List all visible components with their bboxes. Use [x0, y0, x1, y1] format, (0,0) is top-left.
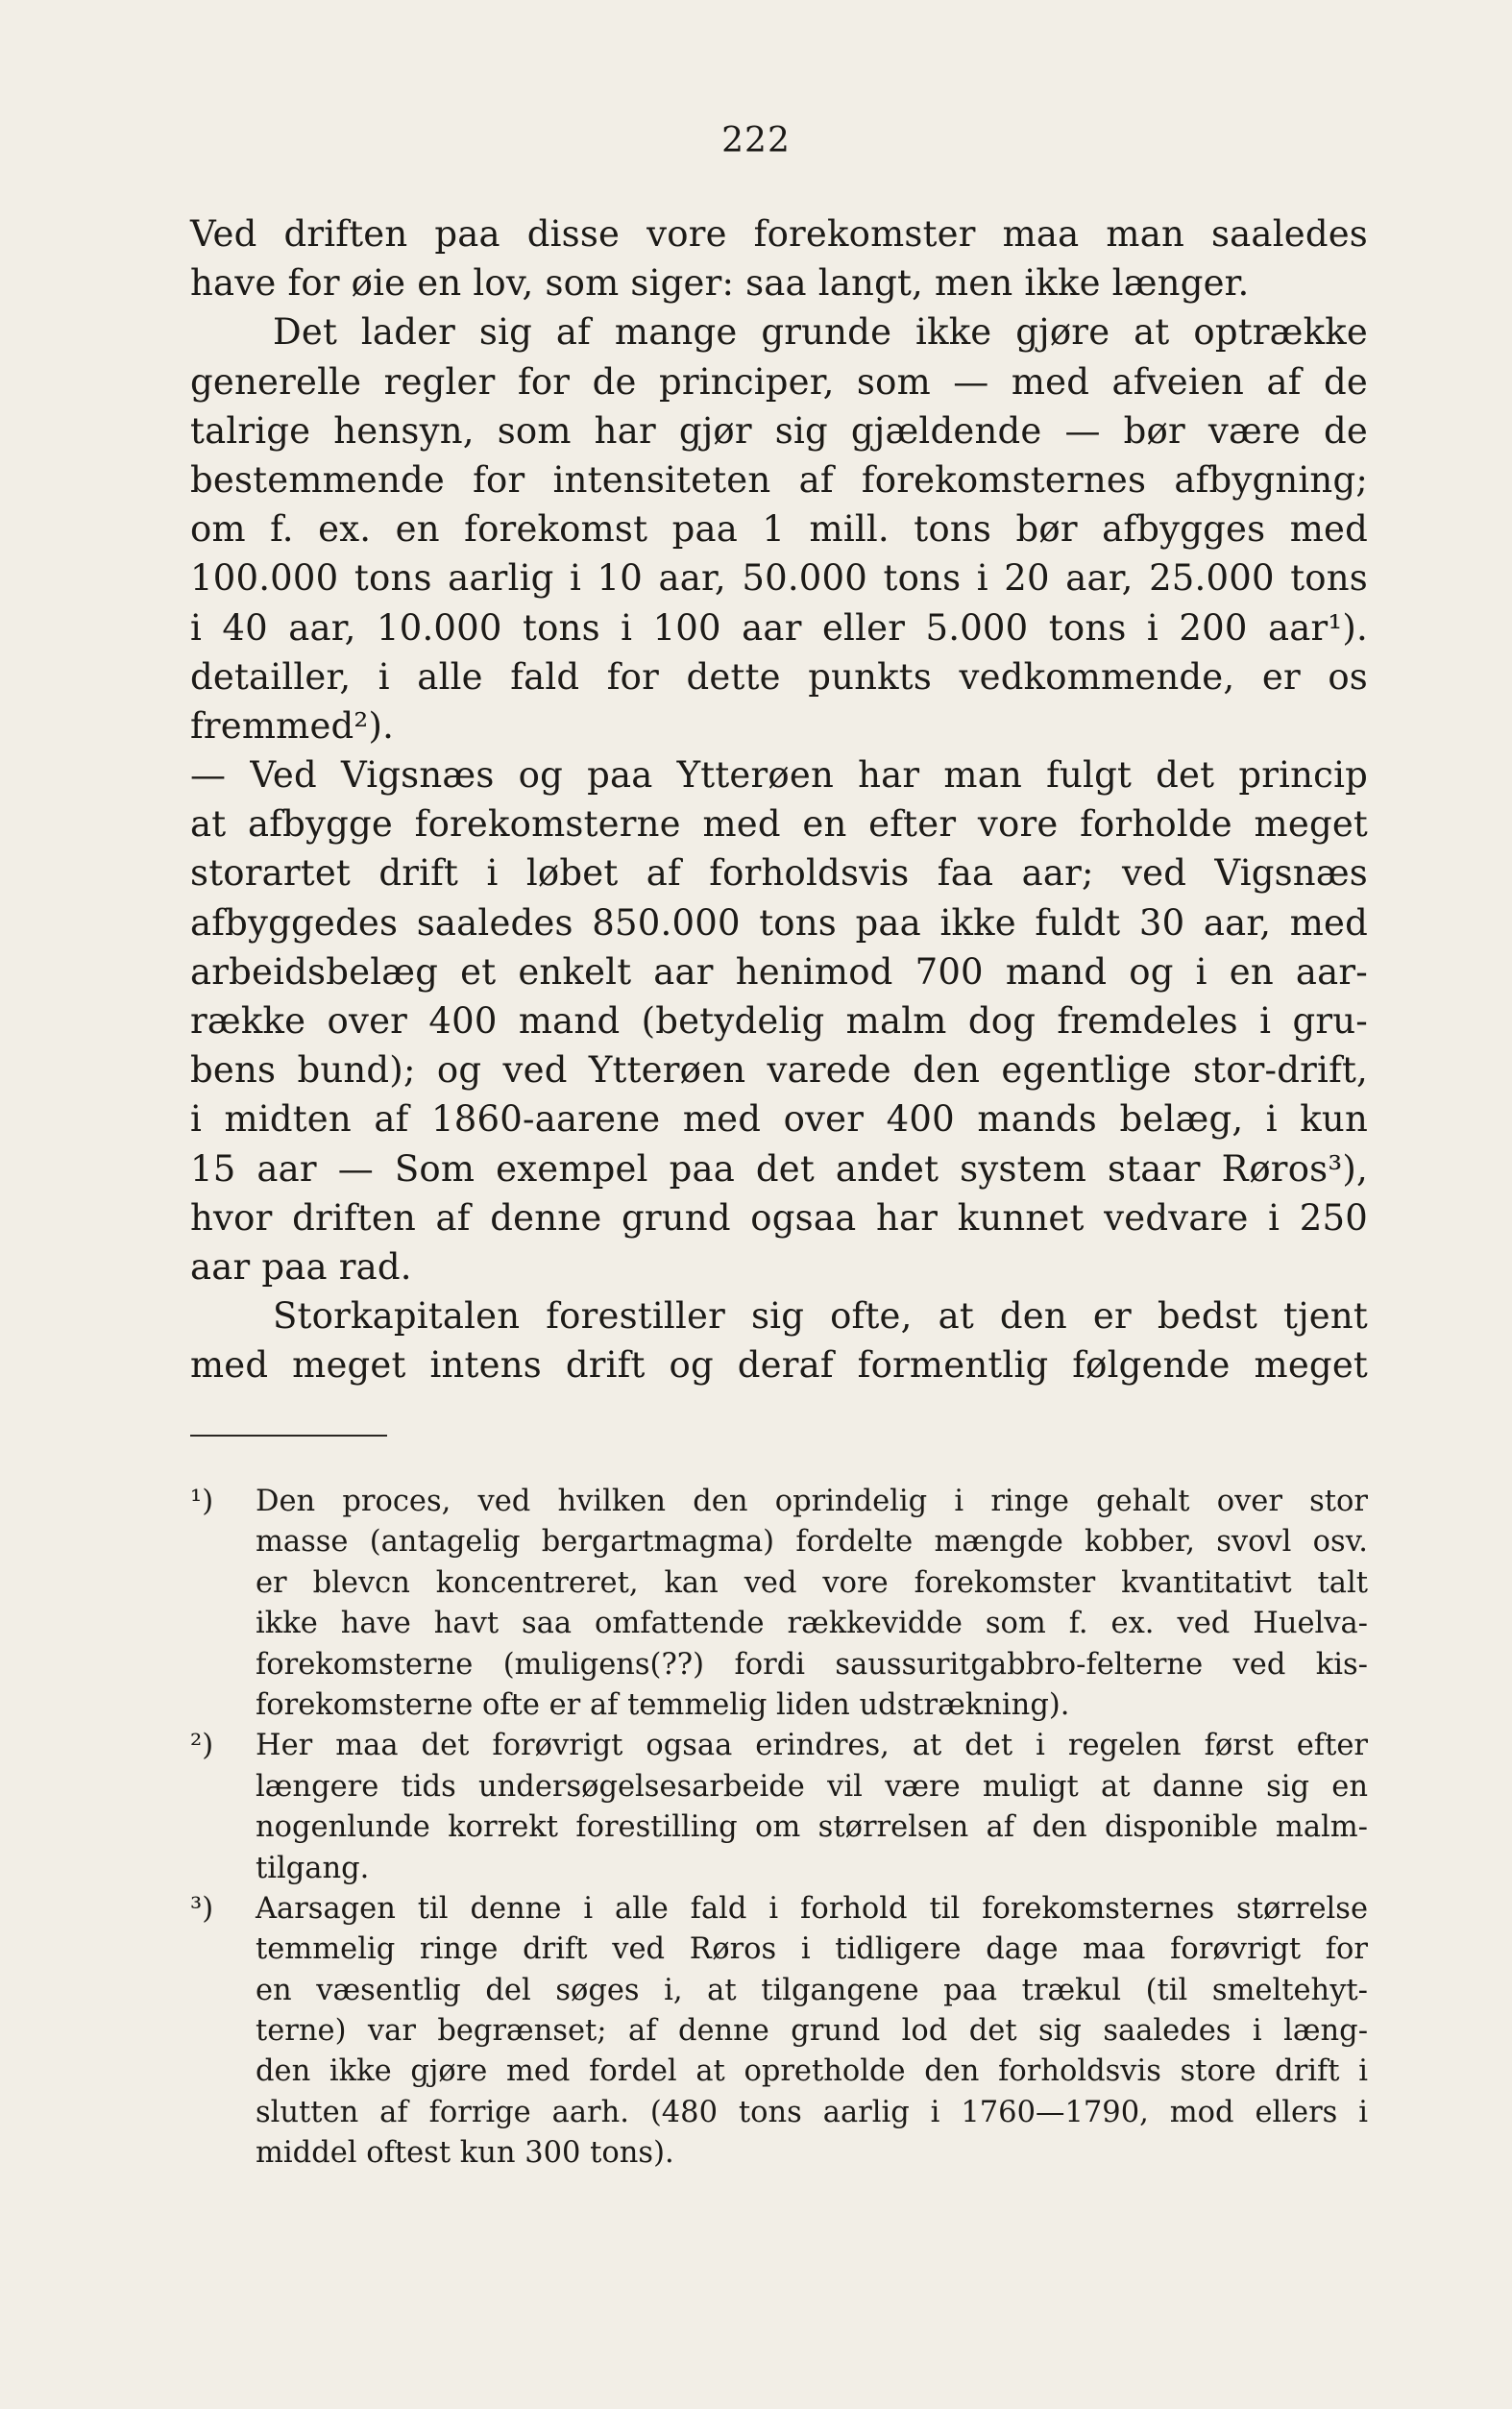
footnote-1-line: forekomsterne (muligens(??) fordi saussuritgabbro-felterne ved kis-	[256, 1647, 1368, 1682]
main-text	[190, 209, 1368, 1390]
text-line: i midten af 1860-aarene med over 400 mands belæg, i kun	[190, 1098, 1368, 1141]
text-line: fremmed²).	[190, 704, 395, 747]
text-line: have for øie en lov, som siger: saa langt, men ikke længer.	[190, 262, 1250, 305]
text-line: 15 aar — Som exempel paa det andet system staar Røros³),	[190, 1147, 1368, 1190]
footnote-text: Aarsagen til denne i alle fald i forhold til forekomsternes størrelse	[256, 1891, 1368, 1926]
text-line: storartet drift i løbet af forholdsvis faa aar; ved Vigsnæs	[190, 852, 1368, 895]
text-line: hvor driften af denne grund ogsaa har kunnet vedvare i 250	[190, 1196, 1368, 1239]
text-line: — Ved Vigsnæs og paa Ytterøen har man fulgt det princip	[190, 754, 1368, 797]
footnote-3-line: middel oftest kun 300 tons).	[256, 2136, 674, 2171]
page-number: 222	[721, 121, 791, 160]
footnote-3-line: slutten af forrige aarh. (480 tons aarlig i 1760—1790, mod ellers i	[256, 2095, 1368, 2129]
footnote-text: Her maa det forøvrigt ogsaa erindres, at det i regelen først efter	[256, 1729, 1368, 1763]
footnote-3-line: temmelig ringe drift ved Røros i tidligere dage maa forøvrigt for	[256, 1932, 1368, 1967]
text-line: Storkapitalen forestiller sig ofte, at den er bedst tjent	[273, 1295, 1368, 1338]
text-line: afbyggedes saaledes 850.000 tons paa ikke fuldt 30 aar, med	[190, 901, 1368, 944]
text-line: bestemmende for intensiteten af forekomsternes afbygning;	[190, 458, 1368, 501]
footnote-marker: ²)	[190, 1729, 214, 1763]
footnote-marker: ¹)	[190, 1485, 214, 1518]
text-line: med meget intens drift og deraf formentlig følgende meget	[190, 1344, 1368, 1387]
footnote-3-line: en væsentlig del søges i, at tilgangene paa trækul (til smeltehyt-	[256, 1973, 1368, 2007]
footnote-3-line: terne) var begrænset; af denne grund lod det sig saaledes i læng-	[256, 2014, 1368, 2049]
text-line: detailler, i alle fald for dette punkts vedkommende, er os	[190, 655, 1368, 698]
footnote-1-line: er blevcn koncentreret, kan ved vore forekomster kvantitativt talt	[256, 1565, 1368, 1600]
footnote-2-line	[190, 1726, 1368, 1766]
footnote-text: Den proces, ved hvilken den oprindelig i ringe gehalt over stor	[256, 1485, 1368, 1518]
text-line: i 40 aar, 10.000 tons i 100 aar eller 5.000 tons i 200 aar¹).	[190, 606, 1368, 649]
footnote-separator	[190, 1435, 387, 1437]
text-line: 100.000 tons aarlig i 10 aar, 50.000 tons i 20 aar, 25.000 tons	[190, 557, 1368, 600]
text-line: at afbygge forekomsterne med en efter vore forholde meget	[190, 803, 1368, 846]
text-line: talrige hensyn, som har gjør sig gjældende — bør være de	[190, 409, 1368, 452]
footnote-1-line: ikke have havt saa omfattende rækkevidde som f. ex. ved Huelva-	[256, 1607, 1368, 1641]
footnote-2-line: tilgang.	[256, 1851, 370, 1885]
footnote-2-line: længere tids undersøgelsesarbeide vil være muligt at danne sig en	[256, 1769, 1368, 1804]
footnote-3-line: den ikke gjøre med fordel at opretholde den forholdsvis store drift i	[256, 2054, 1368, 2089]
footnote-3-line	[190, 1889, 1368, 1930]
text-line: om f. ex. en forekomst paa 1 mill. tons bør afbygges med	[190, 508, 1368, 551]
text-line: generelle regler for de principer, som — med afveien af de	[190, 360, 1368, 403]
footnote-1-line: forekomsterne ofte er af temmelig liden udstrækning).	[256, 1687, 1070, 1722]
text-line: bens bund); og ved Ytterøen varede den egentlige stor-drift,	[190, 1049, 1368, 1092]
text-line: Det lader sig af mange grunde ikke gjøre at optrække	[273, 311, 1368, 354]
footnote-2-line: nogenlunde korrekt forestilling om størrelsen af den disponible malm-	[256, 1810, 1368, 1845]
text-line: aar paa rad.	[190, 1245, 412, 1288]
footnote-1-line: masse (antagelig bergartmagma) fordelte mængde kobber, svovl osv.	[256, 1525, 1368, 1560]
text-line: Ved driften paa disse vore forekomster maa man saaledes	[190, 213, 1368, 255]
text-line: række over 400 mand (betydelig malm dog fremdeles i gru-	[190, 1000, 1368, 1042]
text-line: arbeidsbelæg et enkelt aar henimod 700 mand og i en aar-	[190, 950, 1368, 993]
footnote-marker: ³)	[190, 1891, 214, 1926]
footnote-1-line	[190, 1482, 1368, 1522]
footnotes	[190, 1482, 1368, 2175]
